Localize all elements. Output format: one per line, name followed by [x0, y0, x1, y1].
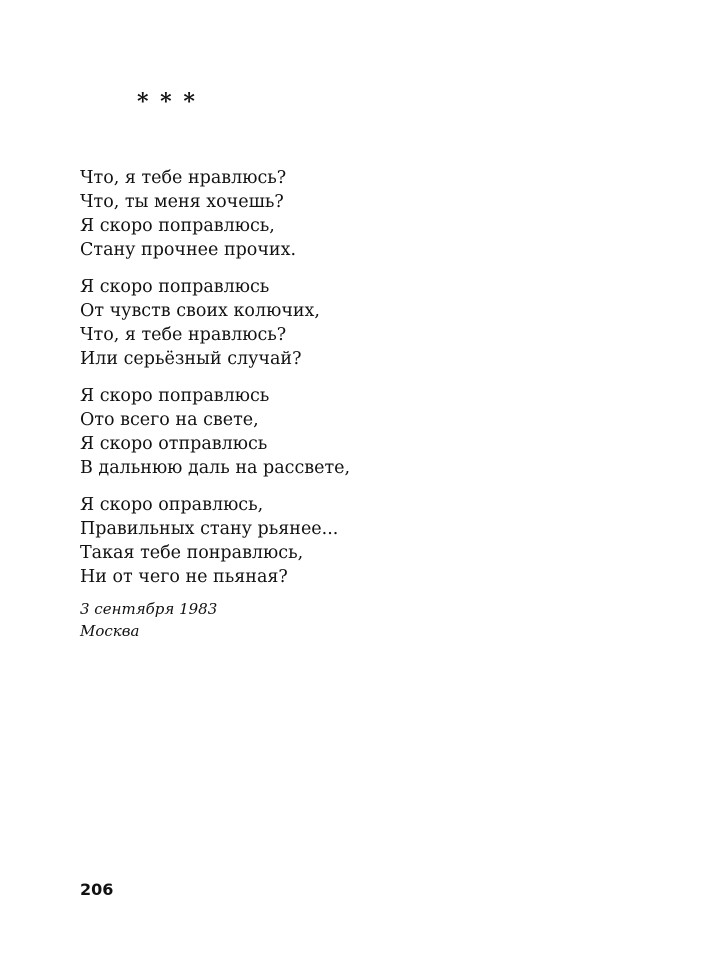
- poem-line: Я скоро отправлюсь: [80, 434, 268, 454]
- poem-dateline: [80, 598, 217, 642]
- poem-line: Я скоро поправлюсь,: [80, 216, 275, 236]
- poem-line: В дальнюю даль на рассвете,: [80, 458, 351, 478]
- page-number: 206: [80, 880, 114, 899]
- poem-date: 3 сентября 1983: [80, 600, 218, 618]
- stanza-1: [80, 166, 640, 262]
- poem-line: От чувств своих колючих,: [80, 301, 320, 321]
- poem-line: Такая тебе понравлюсь,: [80, 543, 304, 563]
- stanza-3: [80, 384, 640, 480]
- poem-line: Что, я тебе нравлюсь?: [80, 325, 287, 345]
- poem-line: Или серьёзный случай?: [80, 349, 302, 369]
- poem-line: Я скоро оправлюсь,: [80, 495, 264, 515]
- poem-line: Ни от чего не пьяная?: [80, 567, 288, 587]
- section-divider-asterisks: * * *: [137, 89, 197, 115]
- poem-line: Что, ты меня хочешь?: [80, 192, 284, 212]
- poem-line: Ото всего на свете,: [80, 410, 259, 430]
- poem-line: Стану прочнее прочих.: [80, 240, 297, 260]
- stanza-2: [80, 275, 640, 371]
- poem-body: [80, 166, 640, 602]
- poem-place: Москва: [80, 622, 140, 640]
- poem-line: Я скоро поправлюсь: [80, 277, 270, 297]
- stanza-4: [80, 493, 640, 589]
- poem-line: Я скоро поправлюсь: [80, 386, 270, 406]
- poem-line: Правильных стану рьянее...: [80, 519, 339, 539]
- poem-line: Что, я тебе нравлюсь?: [80, 168, 287, 188]
